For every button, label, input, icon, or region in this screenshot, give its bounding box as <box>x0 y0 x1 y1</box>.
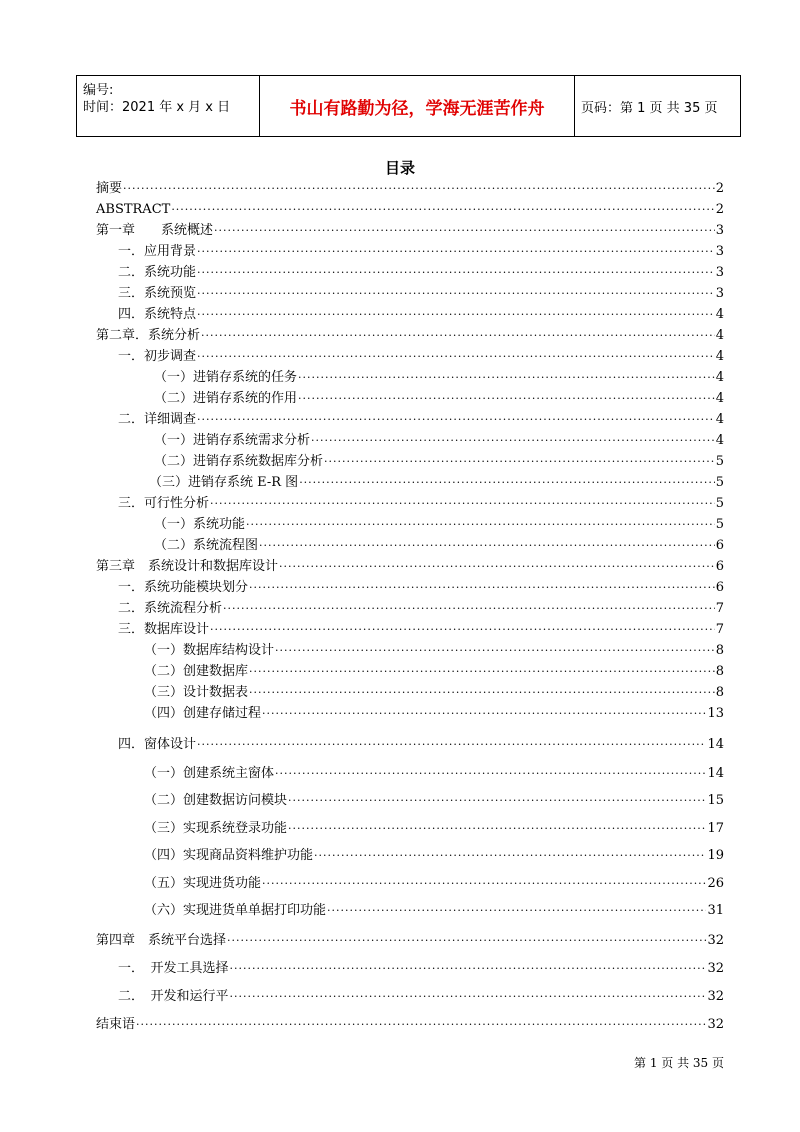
toc-entry-page: 8 <box>715 643 724 658</box>
toc-entry-page: 5 <box>715 475 724 490</box>
toc-leader-dots <box>210 496 715 511</box>
toc-leader-dots <box>230 961 707 976</box>
toc-leader-dots <box>197 286 715 301</box>
toc-entry-page: 32 <box>707 989 724 1004</box>
toc-entry-page: 6 <box>715 580 724 595</box>
toc-entry[interactable] <box>96 449 724 469</box>
header-page-info: 页码：第 1 页 共 35 页 <box>575 76 741 137</box>
toc-leader-dots <box>227 933 706 948</box>
toc-entry-page: 4 <box>715 412 724 427</box>
toc-entry[interactable] <box>96 761 724 781</box>
toc-entry[interactable] <box>96 386 724 406</box>
toc-entry-page: 13 <box>707 706 724 721</box>
toc-entry[interactable] <box>96 680 724 700</box>
toc-entry[interactable] <box>96 470 724 490</box>
toc-entry-text: 三．数据库设计 <box>118 622 210 637</box>
toc-entry-text: （一）数据库结构设计 <box>144 643 275 658</box>
toc-entry-text: 四．窗体设计 <box>118 737 197 752</box>
time-label: 时间：2021 年 x 月 x 日 <box>83 100 231 115</box>
toc-entry[interactable] <box>96 344 724 364</box>
toc-entry-text: （二）系统流程图 <box>154 538 259 553</box>
toc-entry-page: 4 <box>715 307 724 322</box>
toc-entry-page: 2 <box>715 202 724 217</box>
toc-entry-page: 4 <box>715 391 724 406</box>
toc-entry-page: 3 <box>715 265 724 280</box>
toc-entry[interactable] <box>96 575 724 595</box>
toc-entry[interactable] <box>96 407 724 427</box>
toc-entry-text: （四）创建存储过程 <box>144 706 262 721</box>
toc-entry-text: （二）进销存系统的作用 <box>154 391 298 406</box>
header-left-cell <box>77 76 260 137</box>
toc-leader-dots <box>249 580 715 595</box>
toc-entry[interactable] <box>96 788 724 808</box>
toc-leader-dots <box>288 793 706 808</box>
toc-leader-dots <box>259 538 715 553</box>
document-header <box>76 75 741 137</box>
toc-entry[interactable] <box>96 533 724 553</box>
toc-leader-dots <box>246 517 715 532</box>
motto: 书山有路勤为径，学海无涯苦作舟 <box>260 76 575 137</box>
toc-leader-dots <box>197 244 715 259</box>
toc-entry-page: 2 <box>715 181 724 196</box>
toc-entry-page: 32 <box>707 1017 724 1032</box>
toc-entry-text: ABSTRACT <box>96 202 171 217</box>
toc-leader-dots <box>223 601 715 616</box>
toc-leader-dots <box>201 328 715 343</box>
toc-entry-text: （一）进销存系统需求分析 <box>154 433 311 448</box>
toc-entry[interactable] <box>96 176 724 196</box>
toc-entry-page: 14 <box>707 737 724 752</box>
toc-entry-text: 第二章．系统分析 <box>96 328 201 343</box>
toc-entry-text: （六）实现进货单单据打印功能 <box>144 903 327 918</box>
toc-entry-page: 32 <box>707 961 724 976</box>
toc-entry-text: 三．系统预览 <box>118 286 197 301</box>
toc-leader-dots <box>275 766 706 781</box>
toc-entry[interactable] <box>96 239 724 259</box>
page-footer: 第 1 页 共 35 页 <box>634 1056 724 1070</box>
toc-entry[interactable] <box>96 898 724 918</box>
toc-entry[interactable] <box>96 596 724 616</box>
toc-entry-text: 一． 开发工具选择 <box>118 961 229 976</box>
toc-entry-text: （四）实现商品资料维护功能 <box>144 848 314 863</box>
toc-entry-page: 19 <box>707 848 724 863</box>
toc-entry-text: （三）设计数据表 <box>144 685 249 700</box>
toc-leader-dots <box>230 989 707 1004</box>
toc-entry[interactable] <box>96 732 724 752</box>
toc-entry-page: 3 <box>715 286 724 301</box>
toc-leader-dots <box>275 643 715 658</box>
toc-entry[interactable] <box>96 218 724 238</box>
toc-entry[interactable] <box>96 956 724 976</box>
toc-entry-text: 二．系统流程分析 <box>118 601 223 616</box>
toc-entry[interactable] <box>96 197 724 217</box>
toc-leader-dots <box>262 876 706 891</box>
toc-entry-text: （一）创建系统主窗体 <box>144 766 275 781</box>
toc-leader-dots <box>324 454 715 469</box>
toc-entry-page: 8 <box>715 685 724 700</box>
toc-entry-text: 第四章 系统平台选择 <box>96 933 227 948</box>
toc-entry[interactable] <box>96 659 724 679</box>
toc-leader-dots <box>311 433 715 448</box>
toc-leader-dots <box>123 181 715 196</box>
toc-entry-text: （二）创建数据库 <box>144 664 249 679</box>
toc-leader-dots <box>314 848 706 863</box>
toc-entry[interactable] <box>96 871 724 891</box>
toc-entry[interactable] <box>96 843 724 863</box>
toc-entry-text: 一．应用背景 <box>118 244 197 259</box>
toc-entry-text: （二）创建数据访问模块 <box>144 793 288 808</box>
toc-entry-page: 15 <box>707 793 724 808</box>
toc-entry-text: 结束语 <box>96 1017 136 1032</box>
toc-entry-page: 4 <box>715 349 724 364</box>
toc-leader-dots <box>279 559 715 574</box>
toc-entry-text: 第一章 系统概述 <box>96 223 214 238</box>
toc-entry-page: 7 <box>715 622 724 637</box>
toc-leader-dots <box>288 821 706 836</box>
toc-entry[interactable] <box>96 617 724 637</box>
toc-entry-page: 3 <box>715 223 724 238</box>
toc-entry-text: （三）实现系统登录功能 <box>144 821 288 836</box>
toc-entry-page: 5 <box>715 454 724 469</box>
toc-entry-text: 摘要 <box>96 181 123 196</box>
toc-entry[interactable] <box>96 701 724 721</box>
toc-entry-page: 26 <box>707 876 724 891</box>
toc-leader-dots <box>298 391 715 406</box>
toc-leader-dots <box>249 685 715 700</box>
toc-entry[interactable] <box>96 928 724 948</box>
toc-entry[interactable] <box>96 512 724 532</box>
toc-entry-page: 31 <box>707 903 724 918</box>
toc-entry-page: 32 <box>707 933 724 948</box>
toc-leader-dots <box>262 706 706 721</box>
toc-entry[interactable] <box>96 323 724 343</box>
toc-leader-dots <box>197 349 715 364</box>
toc-leader-dots <box>327 903 706 918</box>
toc-entry-text: 二． 开发和运行平 <box>118 989 229 1004</box>
toc-entry-text: 一．初步调查 <box>118 349 197 364</box>
number-label: 编号: <box>83 83 114 98</box>
toc-entry-text: 二．详细调查 <box>118 412 197 427</box>
toc-entry-page: 4 <box>715 328 724 343</box>
toc-leader-dots <box>210 622 715 637</box>
toc-leader-dots <box>171 202 714 217</box>
toc-leader-dots <box>299 475 715 490</box>
toc-entry-page: 4 <box>715 433 724 448</box>
toc-entry-page: 14 <box>707 766 724 781</box>
toc-leader-dots <box>249 664 715 679</box>
toc-entry-text: （三）进销存系统 E-R 图 <box>149 475 299 490</box>
toc-leader-dots <box>298 370 715 385</box>
toc-entry-page: 3 <box>715 244 724 259</box>
toc-entry-page: 6 <box>715 559 724 574</box>
toc-entry-page: 5 <box>715 517 724 532</box>
toc-entry-text: （五）实现进货功能 <box>144 876 262 891</box>
toc-leader-dots <box>197 265 715 280</box>
toc-entry-text: 一．系统功能模块划分 <box>118 580 249 595</box>
toc-title: 目录 <box>384 159 415 177</box>
toc-entry-text: （一）系统功能 <box>154 517 246 532</box>
toc-entry-page: 5 <box>715 496 724 511</box>
toc-entry[interactable] <box>96 302 724 322</box>
toc-entry-text: 二．系统功能 <box>118 265 197 280</box>
toc-entry[interactable] <box>96 554 724 574</box>
toc-leader-dots <box>197 412 715 427</box>
toc-entry-text: （一）进销存系统的任务 <box>154 370 298 385</box>
toc-entry-page: 17 <box>707 821 724 836</box>
toc-entry[interactable] <box>96 1012 724 1032</box>
toc-entry-text: 第三章 系统设计和数据库设计 <box>96 559 279 574</box>
toc-entry-page: 6 <box>715 538 724 553</box>
toc-entry-page: 8 <box>715 664 724 679</box>
toc-entry[interactable] <box>96 281 724 301</box>
toc-entry[interactable] <box>96 365 724 385</box>
toc-entry[interactable] <box>96 491 724 511</box>
toc-entry-page: 4 <box>715 370 724 385</box>
toc-leader-dots <box>214 223 715 238</box>
toc-entry[interactable] <box>96 984 724 1004</box>
toc-entry-text: 四．系统特点 <box>118 307 197 322</box>
toc-leader-dots <box>136 1017 706 1032</box>
toc-entry[interactable] <box>96 428 724 448</box>
toc-entry-text: （二）进销存系统数据库分析 <box>154 454 324 469</box>
toc-entry-page: 7 <box>715 601 724 616</box>
toc-entry[interactable] <box>96 638 724 658</box>
toc-leader-dots <box>197 737 706 752</box>
toc-entry-text: 三．可行性分析 <box>118 496 210 511</box>
toc-entry[interactable] <box>96 816 724 836</box>
toc-leader-dots <box>197 307 715 322</box>
toc-entry[interactable] <box>96 260 724 280</box>
